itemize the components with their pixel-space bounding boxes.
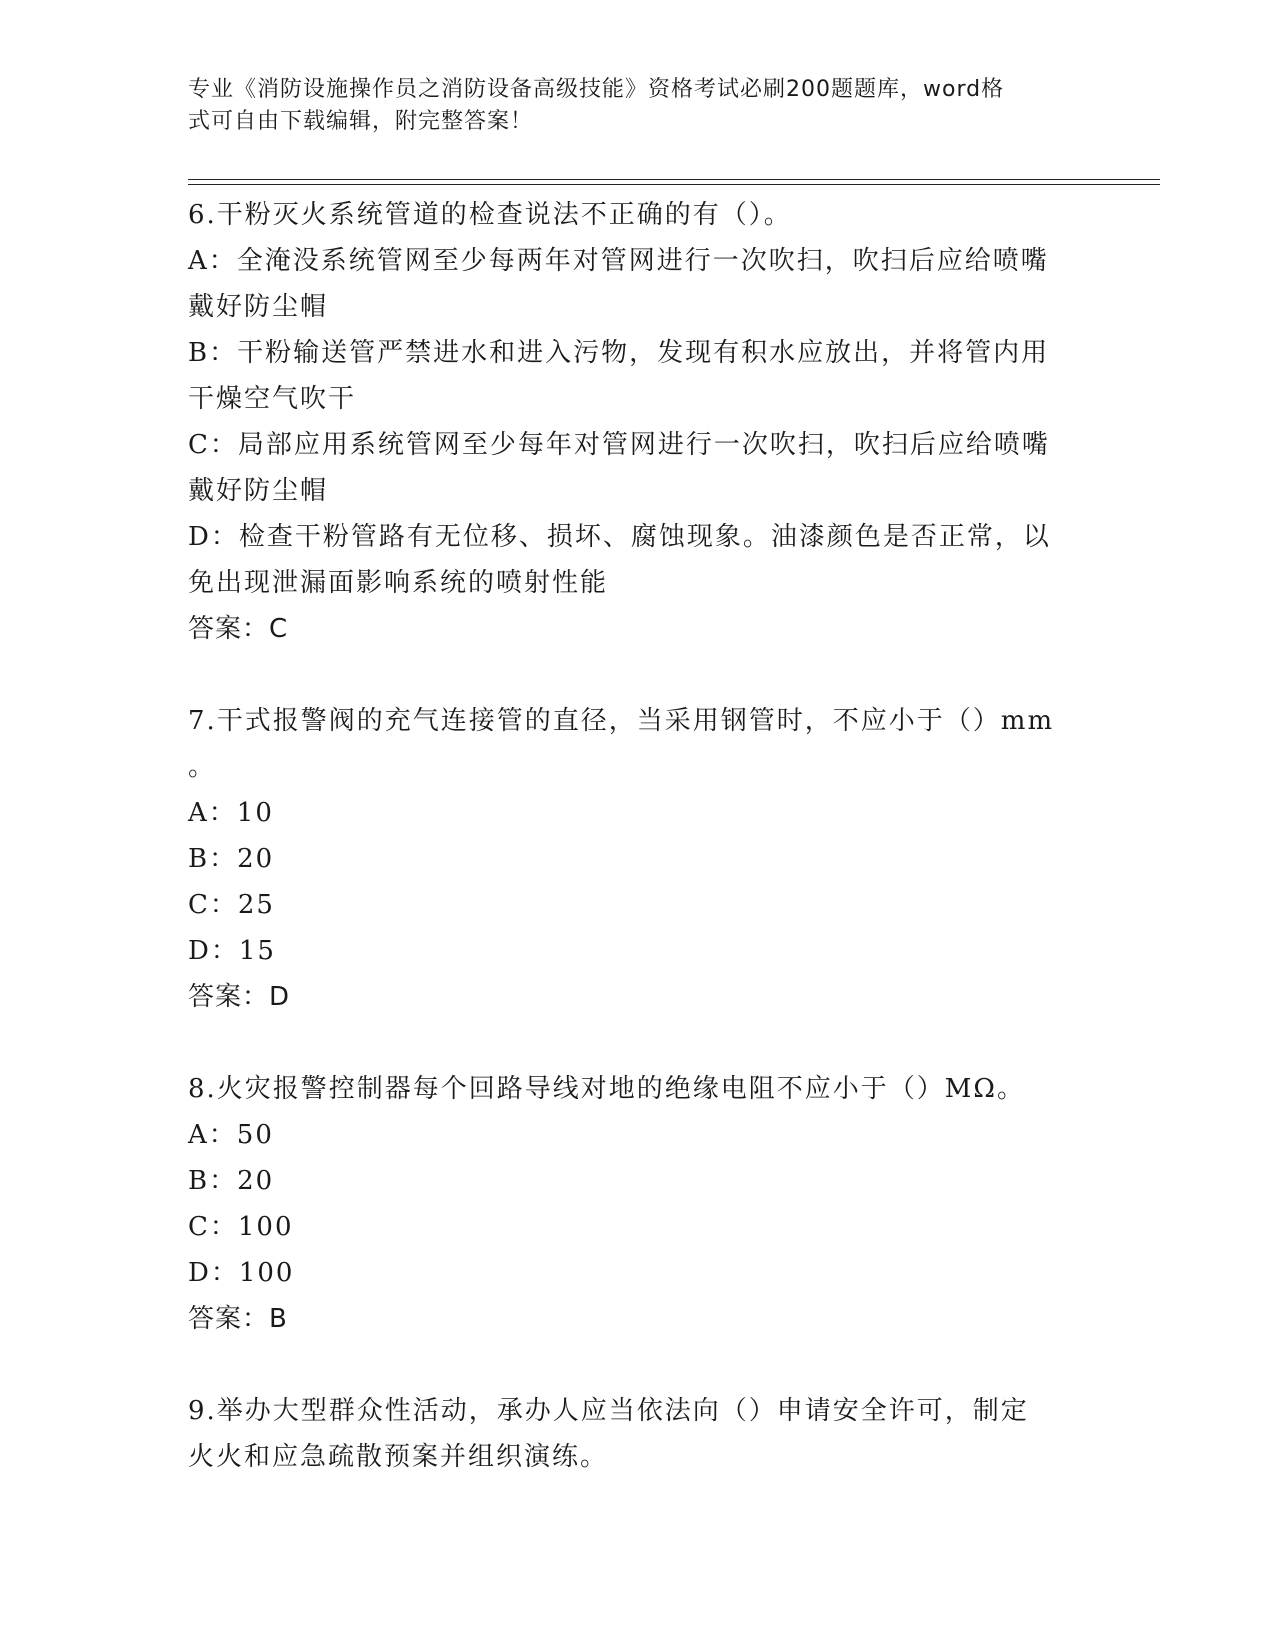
option-d: D：100	[188, 1258, 295, 1288]
answer-line: 答案：D	[188, 982, 291, 1012]
question-7	[188, 698, 1088, 1020]
question-9	[188, 1388, 1088, 1480]
question-stem-continued: 火火和应急疏散预案并组织演练。	[188, 1442, 609, 1472]
option-b: B：20	[188, 1166, 275, 1196]
option-b: B：干粉输送管严禁进水和进入污物，发现有积水应放出，并将管内用	[188, 338, 1050, 368]
question-stem: 7.干式报警阀的充气连接管的直径，当采用钢管时，不应小于（）mm	[188, 706, 1055, 736]
question-stem-continued: 。	[188, 752, 217, 782]
answer-line: 答案：B	[188, 1304, 288, 1334]
option-a: A：10	[188, 798, 274, 828]
header-divider-top	[188, 179, 1160, 180]
question-8	[188, 1066, 1088, 1342]
option-d: D：15	[188, 936, 276, 966]
question-stem: 9.举办大型群众性活动，承办人应当依法向（）申请安全许可，制定	[188, 1396, 1029, 1426]
question-stem: 8.火灾报警控制器每个回路导线对地的绝缘电阻不应小于（）MΩ。	[188, 1074, 1025, 1104]
question-spacer	[188, 1020, 1088, 1066]
option-c: C：局部应用系统管网至少每年对管网进行一次吹扫，吹扫后应给喷嘴	[188, 430, 1050, 460]
question-spacer	[188, 652, 1088, 698]
question-spacer	[188, 1342, 1088, 1388]
question-list	[188, 192, 1088, 1480]
header-line-2: 式可自由下载编辑，附完整答案！	[188, 109, 534, 134]
option-a: A：全淹没系统管网至少每两年对管网进行一次吹扫，吹扫后应给喷嘴	[188, 246, 1049, 276]
question-stem: 6.干粉灭火系统管道的检查说法不正确的有（）。	[188, 200, 792, 230]
document-header	[188, 74, 1068, 138]
option-d: D：检查干粉管路有无位移、损坏、腐蚀现象。油漆颜色是否正常，以	[188, 522, 1051, 552]
answer-line: 答案：C	[188, 614, 289, 644]
option-b: B：20	[188, 844, 275, 874]
option-c-continued: 戴好防尘帽	[188, 476, 329, 506]
option-a-continued: 戴好防尘帽	[188, 292, 329, 322]
header-divider-bottom	[188, 184, 1160, 185]
question-6	[188, 192, 1088, 652]
option-c: C：100	[188, 1212, 294, 1242]
option-c: C：25	[188, 890, 275, 920]
option-d-continued: 免出现泄漏面影响系统的喷射性能	[188, 568, 609, 598]
header-line-1: 专业《消防设施操作员之消防设备高级技能》资格考试必刷200题题库，word格	[188, 77, 1005, 102]
option-b-continued: 干燥空气吹干	[188, 384, 357, 414]
option-a: A：50	[188, 1120, 274, 1150]
